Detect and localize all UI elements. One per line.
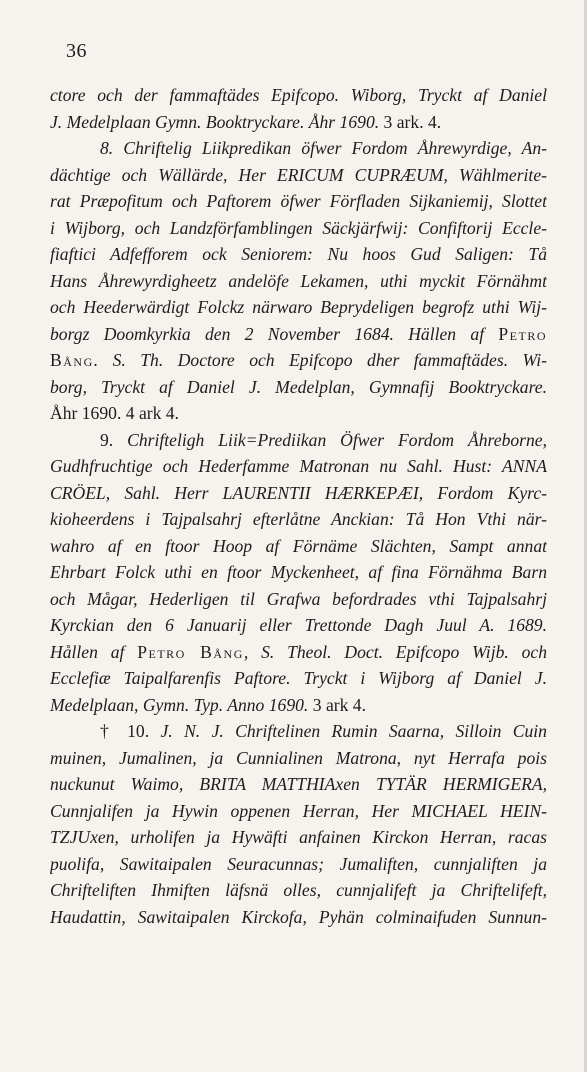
text-span: 3 ark 4. — [308, 694, 366, 715]
text-line — [50, 718, 547, 745]
text-line: rat Præpofitum och Paftorem öfwer Förfladen Sijkaniemij, Slottet — [50, 191, 547, 211]
text-line: Haudattin, Sawitaipalen Kirckofa, Pyhän colminaifuden Sunnun- — [50, 906, 547, 927]
page-number: 36 — [66, 40, 87, 62]
text-span: , S. Theol. Doct. Epifcopo Wijb. och — [243, 641, 547, 662]
text-line: Ehrbart Folck uthi en ftoor Myckenheet, af fina Förnähma Barn — [50, 562, 547, 582]
text-line: nuckunut Waimo, BRITA MATTHIAxen TYTÄR HERMIGERA, — [50, 774, 547, 794]
author-name: Bång — [50, 350, 94, 370]
text-line — [50, 135, 547, 162]
text-line — [50, 347, 547, 374]
text-span: 3 ark. 4. — [379, 111, 442, 132]
text-span: J. Medelplaan Gymn. Booktryckare. Åhr 1690. — [50, 111, 380, 132]
text-line: Åhr 1690. 4 ark 4. — [50, 403, 179, 423]
author-name: Petro — [498, 323, 547, 344]
entry-number: † 10. — [100, 721, 161, 741]
text-line: Ecclefiæ Taipalfarenfis Paftore. Tryckt i Wijborg af Daniel J. — [50, 668, 547, 688]
text-line: Gudhfruchtige och Hederfamme Matronan nu Sahl. Hust: ANNA — [50, 456, 547, 476]
text-span: . S. Th. Doctore och Epifcopo dher fammaftädes. Wi- — [93, 350, 547, 370]
entry-8 — [50, 135, 547, 427]
text-line: Cunnjalifen ja Hywin oppenen Herran, Her MICHAEL HEIN- — [50, 800, 547, 821]
text-line: i Wijborg, och Landzförfamblingen Säckjärfwij: Confiftorij Eccle- — [50, 217, 547, 238]
entry-number: 9. — [100, 429, 128, 450]
text-line: TZJUxen, urholifen ja Hywäfti anfainen Kirckon Herran, racas — [50, 827, 547, 847]
text-line — [50, 639, 547, 666]
bibliography-text — [50, 82, 547, 930]
text-span: Hållen af — [50, 641, 138, 662]
text-line: dächtige och Wällärde, Her ERICUM CUPRÆUM, Wählmerite- — [50, 164, 547, 185]
text-line: Chrifteliften Ihmiften läfsnä olles, cunnjalifeft ja Chriftelifeft, — [50, 880, 547, 900]
text-span: J. N. J. Chriftelinen Rumin Saarna, Silloin Cuin — [160, 721, 547, 741]
text-line — [50, 692, 547, 719]
text-line — [50, 109, 547, 136]
entry-7-tail — [50, 82, 547, 135]
text-line: wahro af en ftoor Hoop af Förnäme Slächten, Sampt annat — [50, 535, 547, 556]
text-line: borg, Tryckt af Daniel J. Medelplan, Gymnafij Booktryckare. — [50, 376, 547, 397]
text-line — [50, 427, 547, 454]
text-line: Hans Åhrewyrdigheetz andelöfe Lekamen, uthi myckit Förnähmt — [50, 270, 547, 291]
entry-9 — [50, 427, 547, 719]
author-name: Petro Bång — [137, 641, 244, 662]
text-line: muinen, Jumalinen, ja Cunnialinen Matrona, nyt Herrafa pois — [50, 747, 547, 768]
text-line: ctore och der fammaftädes Epifcopo. Wiborg, Tryckt af Daniel — [50, 85, 547, 105]
text-line: och Heederwärdigt Folckz närwaro Beprydeligen begrofz uthi Wij- — [50, 297, 547, 317]
text-span: Chrifteligh Liik=Prediikan Öfwer Fordom Åhreborne, — [127, 429, 547, 450]
text-line — [50, 321, 547, 348]
text-span: borgz Doomkyrkia den 2 November 1684. Hällen af — [50, 323, 499, 344]
text-line: CRÖEL, Sahl. Herr LAURENTII HÆRKEPÆI, Fordom Kyrc- — [50, 482, 547, 503]
text-line: kioheerdens i Tajpalsahrj efterlåtne Anckian: Tå Hon Vthi när- — [50, 509, 547, 529]
text-line: Kyrckian den 6 Januarij eller Trettonde Dagh Juul A. 1689. — [50, 615, 547, 635]
text-span: Chriftelig Liikpredikan öfwer Fordom Åhrewyrdige, An- — [123, 138, 547, 158]
text-span: Medelplaan, Gymn. Typ. Anno 1690. — [50, 694, 309, 715]
entry-number: 8. — [100, 138, 124, 158]
text-line: puolifa, Sawitaipalen Seuracunnas; Jumaliften, cunnjaliften ja — [50, 853, 547, 874]
text-line: fiaftici Adfefforem ock Seniorem: Nu hoos Gud Saligen: Tå — [50, 244, 547, 264]
text-line: och Mågar, Hederligen til Grafwa befordrades vthi Tajpalsahrj — [50, 588, 547, 609]
entry-10 — [50, 718, 547, 930]
